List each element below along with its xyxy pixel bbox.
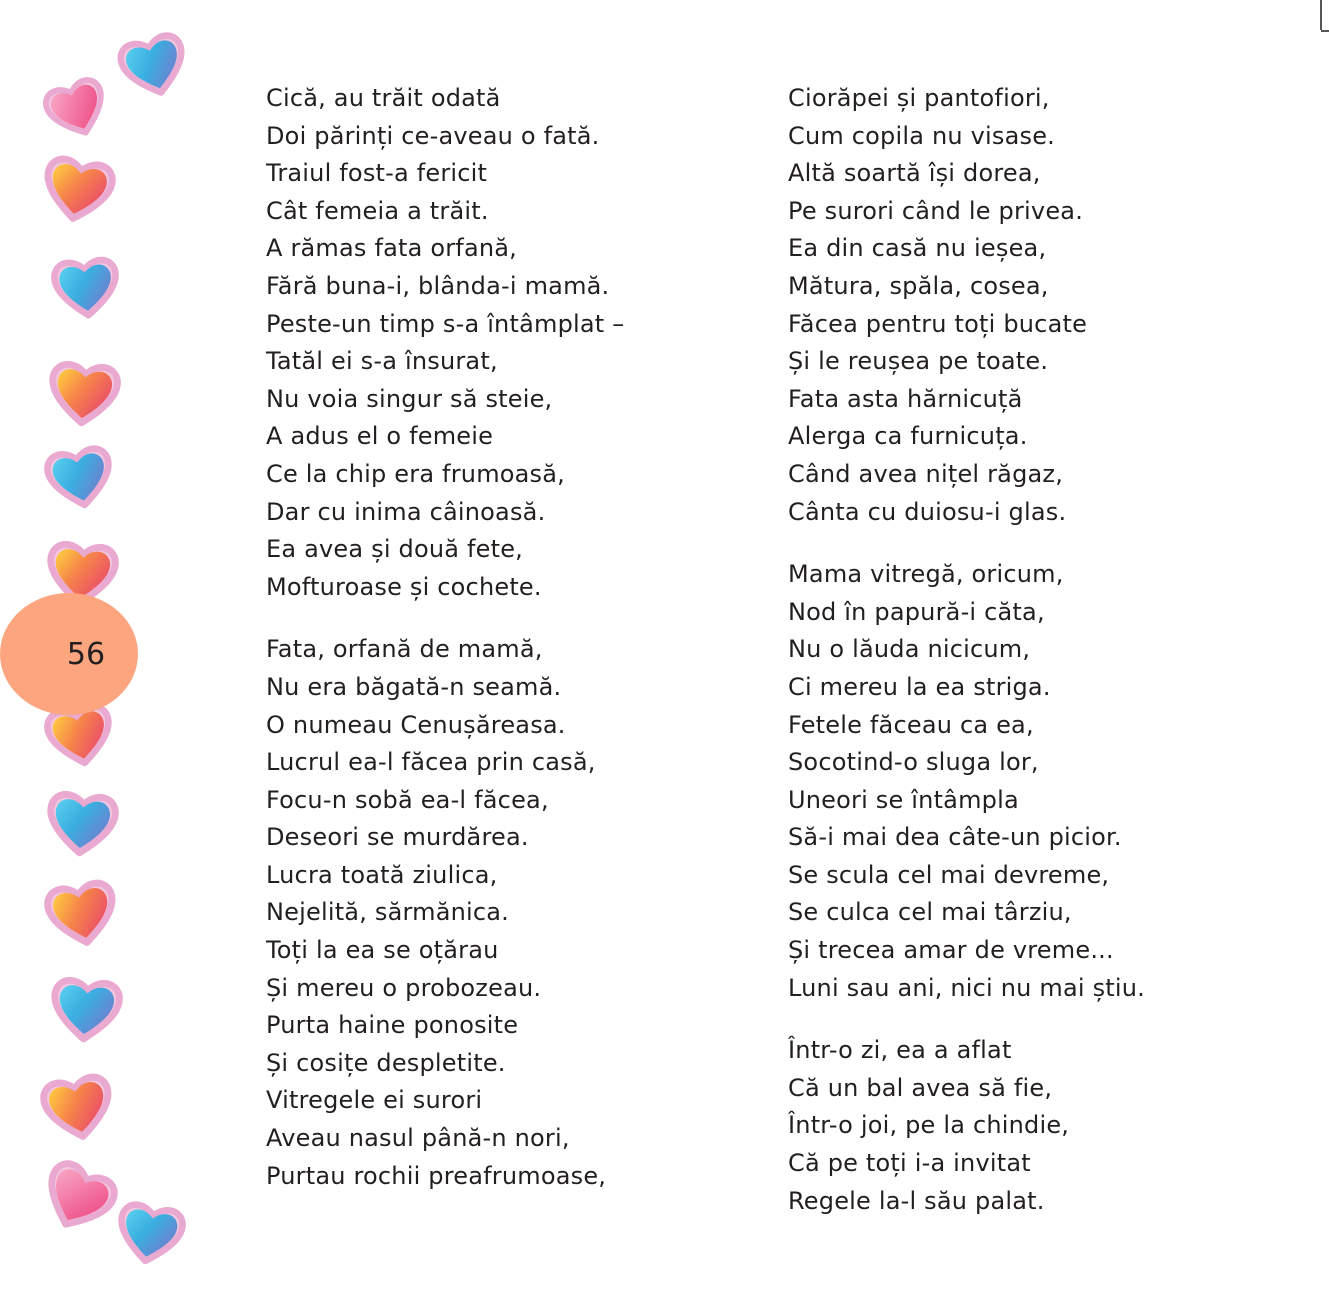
poem-line: O numeau Cenușăreasa. [266,710,566,739]
poem-line: Fetele făceau ca ea, [788,710,1034,739]
poem-line: Pe surori când le privea. [788,196,1084,225]
heart-icon [35,67,120,152]
crop-mark-horizontal [1321,30,1329,32]
heart-icon [38,436,121,519]
poem-line: Fata, orfană de mamă, [266,635,543,664]
poem-line: Să-i mai dea câte-un picior. [788,823,1122,852]
heart-icon [108,1192,191,1275]
poem-line: Nu era băgată-n seamă. [266,672,562,701]
poem-line: Doi părinți ce-aveau o fată. [266,121,600,150]
poem-line: Nu o lăuda nicicum, [788,635,1031,664]
poem-line: Cică, au trăit odată [266,84,501,112]
poem-line: Toți la ea se oțărau [266,936,499,965]
poem-line: Fata asta hărnicuță [788,384,1023,413]
poem-column-left [266,80,736,1220]
heart-icon [34,146,122,234]
poem-line: Ciorăpei și pantofiori, [788,84,1050,112]
poem-stanza [788,80,1268,531]
poem-line: Cât femeia a trăit. [266,196,489,225]
poem-line: Ce la chip era frumoasă, [266,459,565,488]
poem-line: Că pe toți i-a invitat [788,1149,1031,1178]
poem-line: Mofturoase și cochete. [266,572,542,601]
poem-line: Ci mereu la ea striga. [788,672,1051,701]
poem-line: Focu-n sobă ea-l făcea, [266,785,549,814]
poem-line: Deseori se murdărea. [266,823,529,852]
page-number-badge [0,593,138,715]
poem-line: Vitregele ei surori [266,1086,483,1115]
poem-line: Purtau rochii preafrumoase, [266,1161,607,1190]
poem-line: Cum copila nu visase. [788,121,1055,150]
poem-line: Altă soartă își dorea, [788,159,1041,188]
poem-line: Într-o zi, ea a aflat [788,1036,1012,1065]
heart-icon [43,353,125,435]
poem-line: Într-o joi, pe la chindie, [788,1111,1070,1140]
poem-column-right [788,80,1268,1245]
poem-line: Alerga ca furnicuța. [788,422,1028,451]
poem-line: Nejelită, sărmănica. [266,898,510,927]
poem-line: Ea avea și două fete, [266,535,523,564]
poem-line: Se scula cel mai devreme, [788,860,1110,889]
poem-stanza [266,80,736,606]
heart-icon [41,783,123,865]
poem-line: Când avea nițel răgaz, [788,459,1064,488]
poem-line: Dar cu inima câinoasă. [266,497,546,526]
page-number: 56 [66,636,106,672]
crop-mark-vertical [1320,0,1322,30]
heart-icon [47,249,125,327]
poem-line: Că un bal avea să fie, [788,1073,1053,1102]
poem-stanza [788,1032,1268,1220]
poem-line: Socotind-o sluga lor, [788,748,1039,777]
heart-icon [38,870,126,958]
poem-line: Și trecea amar de vreme... [788,936,1114,965]
poem-line: Uneori se întâmpla [788,785,1019,814]
poem-line: Mătura, spăla, cosea, [788,271,1049,300]
heart-icon [34,1064,122,1152]
poem-line: Cânta cu duiosu-i glas. [788,497,1067,526]
poem-line: Purta haine ponosite [266,1011,519,1040]
poem-line: Regele la-l său palat. [788,1186,1045,1215]
poem-stanza [266,631,736,1195]
poem-line: Lucrul ea-l făcea prin casă, [266,748,596,777]
poem-line: Mama vitregă, oricum, [788,560,1064,589]
poem-line: Nod în papură-i căta, [788,597,1045,626]
poem-line: A adus el o femeie [266,422,494,451]
poem-line: Aveau nasul până-n nori, [266,1124,570,1153]
heart-icon [45,969,127,1051]
poem-line: Și mereu o probozeau. [266,973,542,1002]
poem-line: Ea din casă nu ieșea, [788,234,1047,263]
poem-line: A rămas fata orfană, [266,234,517,263]
poem-line: Făcea pentru toți bucate [788,309,1088,338]
poem-line: Nu voia singur să steie, [266,384,553,413]
poem-line: Peste-un timp s-a întâmplat – [266,309,625,338]
poem-line: Traiul fost-a fericit [266,159,488,188]
poem-line: Luni sau ani, nici nu mai știu. [788,973,1145,1002]
heart-icon [110,22,198,110]
poem-line: Lucra toată ziulica, [266,860,498,889]
poem-stanza [788,556,1268,1007]
poem-line: Tatăl ei s-a însurat, [266,347,498,376]
poem-line: Și le reușea pe toate. [788,347,1049,376]
poem-line: Fără buna-i, blânda-i mamă. [266,271,610,300]
poem-line: Se culca cel mai târziu, [788,898,1072,927]
poem-line: Și cosițe despletite. [266,1048,506,1077]
